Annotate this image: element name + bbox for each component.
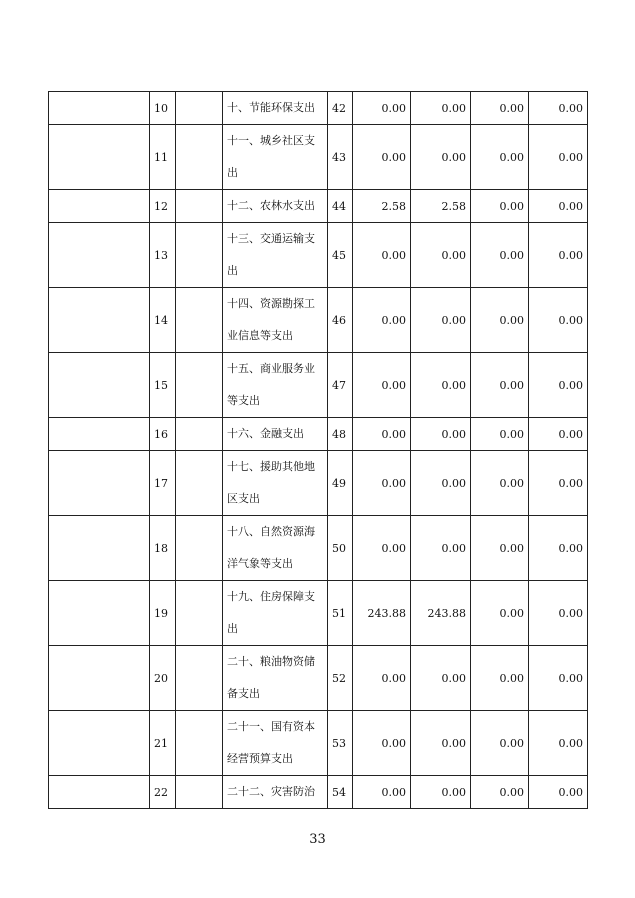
- value-cell: 0.00: [471, 353, 529, 418]
- value-cell: 0.00: [471, 223, 529, 288]
- value-cell: 0.00: [471, 190, 529, 223]
- table-row: [49, 646, 588, 711]
- value-cell: 2.58: [411, 190, 471, 223]
- item-name: 十五、商业服务业等支出: [223, 353, 328, 418]
- empty-cell: [176, 516, 223, 581]
- table-row: [49, 711, 588, 776]
- value-cell: 0.00: [471, 418, 529, 451]
- value-cell: 0.00: [353, 353, 411, 418]
- line-number: 45: [328, 223, 353, 288]
- value-cell: 0.00: [471, 125, 529, 190]
- value-cell: 0.00: [411, 776, 471, 809]
- row-seq: 22: [150, 776, 176, 809]
- empty-cell: [49, 223, 150, 288]
- empty-cell: [176, 711, 223, 776]
- value-cell: 0.00: [529, 223, 588, 288]
- value-cell: 0.00: [471, 646, 529, 711]
- empty-cell: [49, 190, 150, 223]
- empty-cell: [176, 353, 223, 418]
- item-name: 十七、援助其他地区支出: [223, 451, 328, 516]
- item-name: 十、节能环保支出: [223, 92, 328, 125]
- line-number: 48: [328, 418, 353, 451]
- row-seq: 21: [150, 711, 176, 776]
- item-name: 十三、交通运输支出: [223, 223, 328, 288]
- line-number: 43: [328, 125, 353, 190]
- value-cell: 0.00: [529, 190, 588, 223]
- value-cell: 0.00: [529, 353, 588, 418]
- row-seq: 17: [150, 451, 176, 516]
- value-cell: 0.00: [529, 646, 588, 711]
- line-number: 49: [328, 451, 353, 516]
- item-name: 二十、粮油物资储备支出: [223, 646, 328, 711]
- empty-cell: [49, 125, 150, 190]
- item-name: 十二、农林水支出: [223, 190, 328, 223]
- value-cell: 0.00: [529, 776, 588, 809]
- empty-cell: [49, 776, 150, 809]
- line-number: 53: [328, 711, 353, 776]
- row-seq: 15: [150, 353, 176, 418]
- value-cell: 0.00: [471, 451, 529, 516]
- item-name: 十一、城乡社区支出: [223, 125, 328, 190]
- table-row: [49, 451, 588, 516]
- value-cell: 243.88: [353, 581, 411, 646]
- value-cell: 0.00: [353, 418, 411, 451]
- table-row: [49, 776, 588, 809]
- value-cell: 0.00: [411, 223, 471, 288]
- empty-cell: [176, 288, 223, 353]
- value-cell: 0.00: [529, 288, 588, 353]
- value-cell: 0.00: [411, 646, 471, 711]
- empty-cell: [49, 288, 150, 353]
- value-cell: 0.00: [353, 125, 411, 190]
- value-cell: 0.00: [353, 646, 411, 711]
- value-cell: 0.00: [471, 711, 529, 776]
- value-cell: 0.00: [353, 776, 411, 809]
- value-cell: 0.00: [471, 516, 529, 581]
- value-cell: 0.00: [471, 581, 529, 646]
- value-cell: 0.00: [411, 516, 471, 581]
- row-seq: 18: [150, 516, 176, 581]
- empty-cell: [49, 581, 150, 646]
- table-row: [49, 125, 588, 190]
- empty-cell: [176, 92, 223, 125]
- line-number: 54: [328, 776, 353, 809]
- value-cell: 0.00: [411, 418, 471, 451]
- empty-cell: [176, 418, 223, 451]
- value-cell: 0.00: [353, 516, 411, 581]
- value-cell: 0.00: [529, 516, 588, 581]
- row-seq: 13: [150, 223, 176, 288]
- value-cell: 0.00: [353, 288, 411, 353]
- empty-cell: [176, 223, 223, 288]
- item-name: 二十二、灾害防治: [223, 776, 328, 809]
- value-cell: 0.00: [529, 451, 588, 516]
- item-name: 十四、资源勘探工业信息等支出: [223, 288, 328, 353]
- line-number: 50: [328, 516, 353, 581]
- value-cell: 0.00: [471, 776, 529, 809]
- value-cell: 243.88: [411, 581, 471, 646]
- value-cell: 2.58: [353, 190, 411, 223]
- value-cell: 0.00: [411, 125, 471, 190]
- table-row: [49, 418, 588, 451]
- line-number: 51: [328, 581, 353, 646]
- empty-cell: [49, 711, 150, 776]
- value-cell: 0.00: [529, 711, 588, 776]
- item-name: 十九、住房保障支出: [223, 581, 328, 646]
- table-row: [49, 516, 588, 581]
- value-cell: 0.00: [411, 711, 471, 776]
- value-cell: 0.00: [471, 288, 529, 353]
- row-seq: 20: [150, 646, 176, 711]
- value-cell: 0.00: [529, 125, 588, 190]
- value-cell: 0.00: [529, 92, 588, 125]
- value-cell: 0.00: [411, 353, 471, 418]
- item-name: 二十一、国有资本经营预算支出: [223, 711, 328, 776]
- value-cell: 0.00: [353, 451, 411, 516]
- value-cell: 0.00: [529, 418, 588, 451]
- table-row: [49, 190, 588, 223]
- item-name: 十六、金融支出: [223, 418, 328, 451]
- value-cell: 0.00: [411, 92, 471, 125]
- table-row: [49, 581, 588, 646]
- item-name: 十八、自然资源海洋气象等支出: [223, 516, 328, 581]
- empty-cell: [176, 451, 223, 516]
- line-number: 42: [328, 92, 353, 125]
- table-row: [49, 92, 588, 125]
- value-cell: 0.00: [529, 581, 588, 646]
- table-row: [49, 223, 588, 288]
- row-seq: 12: [150, 190, 176, 223]
- line-number: 46: [328, 288, 353, 353]
- row-seq: 10: [150, 92, 176, 125]
- expenditure-table: [48, 91, 588, 809]
- value-cell: 0.00: [353, 711, 411, 776]
- table-row: [49, 288, 588, 353]
- empty-cell: [49, 92, 150, 125]
- row-seq: 16: [150, 418, 176, 451]
- empty-cell: [49, 353, 150, 418]
- value-cell: 0.00: [411, 451, 471, 516]
- value-cell: 0.00: [411, 288, 471, 353]
- empty-cell: [49, 451, 150, 516]
- table-row: [49, 353, 588, 418]
- value-cell: 0.00: [353, 223, 411, 288]
- page-number: 33: [309, 832, 326, 847]
- empty-cell: [176, 646, 223, 711]
- value-cell: 0.00: [353, 92, 411, 125]
- empty-cell: [176, 581, 223, 646]
- empty-cell: [176, 776, 223, 809]
- line-number: 47: [328, 353, 353, 418]
- row-seq: 14: [150, 288, 176, 353]
- empty-cell: [176, 125, 223, 190]
- empty-cell: [49, 646, 150, 711]
- line-number: 52: [328, 646, 353, 711]
- empty-cell: [49, 516, 150, 581]
- row-seq: 19: [150, 581, 176, 646]
- empty-cell: [176, 190, 223, 223]
- row-seq: 11: [150, 125, 176, 190]
- value-cell: 0.00: [471, 92, 529, 125]
- empty-cell: [49, 418, 150, 451]
- line-number: 44: [328, 190, 353, 223]
